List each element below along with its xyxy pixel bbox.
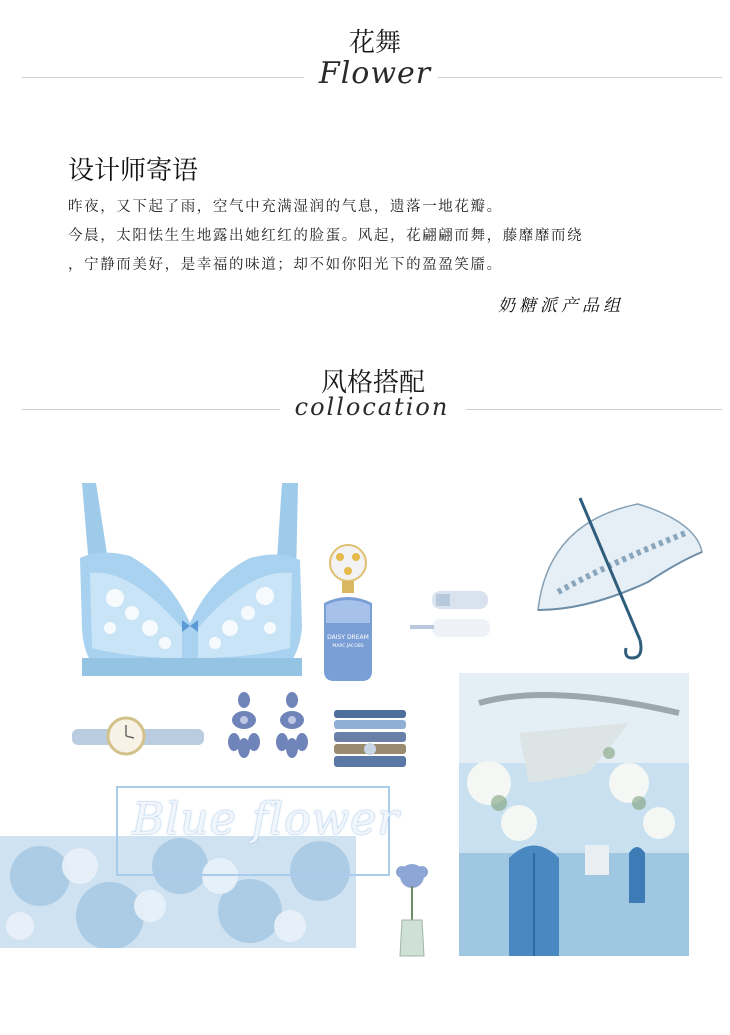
- umbrella-image: [528, 492, 708, 662]
- flower-header-en: Flower: [318, 56, 432, 91]
- divider-line-left: [22, 409, 280, 410]
- perfume-bottle-image: [318, 543, 378, 685]
- designer-signature: 奶糖派产品组: [498, 296, 624, 316]
- designer-note-line-2: 今晨，太阳怯生生地露出她红红的脸蛋。风起，花翩翩而舞，藤靡靡而绕: [68, 228, 584, 244]
- divider-line-right: [438, 77, 722, 78]
- designer-note-line-1: 昨夜，又下起了雨，空气中充满湿润的气息，遗落一地花瓣。: [68, 199, 503, 215]
- collocation-header-en: collocation: [294, 393, 450, 421]
- collocation-header-cn: 风格搭配: [320, 368, 425, 398]
- perfume-brand: MARC JACOBS: [332, 644, 364, 649]
- flower-section-header: [0, 20, 730, 100]
- bra-image: [70, 478, 310, 688]
- designer-note-line-3: ，宁静而美好，是幸福的味道；却不如你阳光下的盈盈笑靥。: [68, 257, 503, 273]
- divider-line-right: [466, 409, 722, 410]
- blue-flower-caption: Blue flower: [132, 794, 400, 845]
- perfume-label: DAISY DREAM: [327, 634, 369, 641]
- watch-image: [68, 712, 208, 760]
- collocation-section-header: [0, 360, 730, 430]
- blue-door-photo: [459, 673, 689, 956]
- designer-note-title: 设计师寄语: [68, 156, 199, 186]
- bracelet-stack-image: [330, 706, 410, 772]
- flower-vase-image: [386, 860, 438, 960]
- flower-header-cn: 花舞: [348, 28, 401, 58]
- lip-gloss-image: [406, 585, 496, 641]
- earrings-image: [226, 690, 316, 776]
